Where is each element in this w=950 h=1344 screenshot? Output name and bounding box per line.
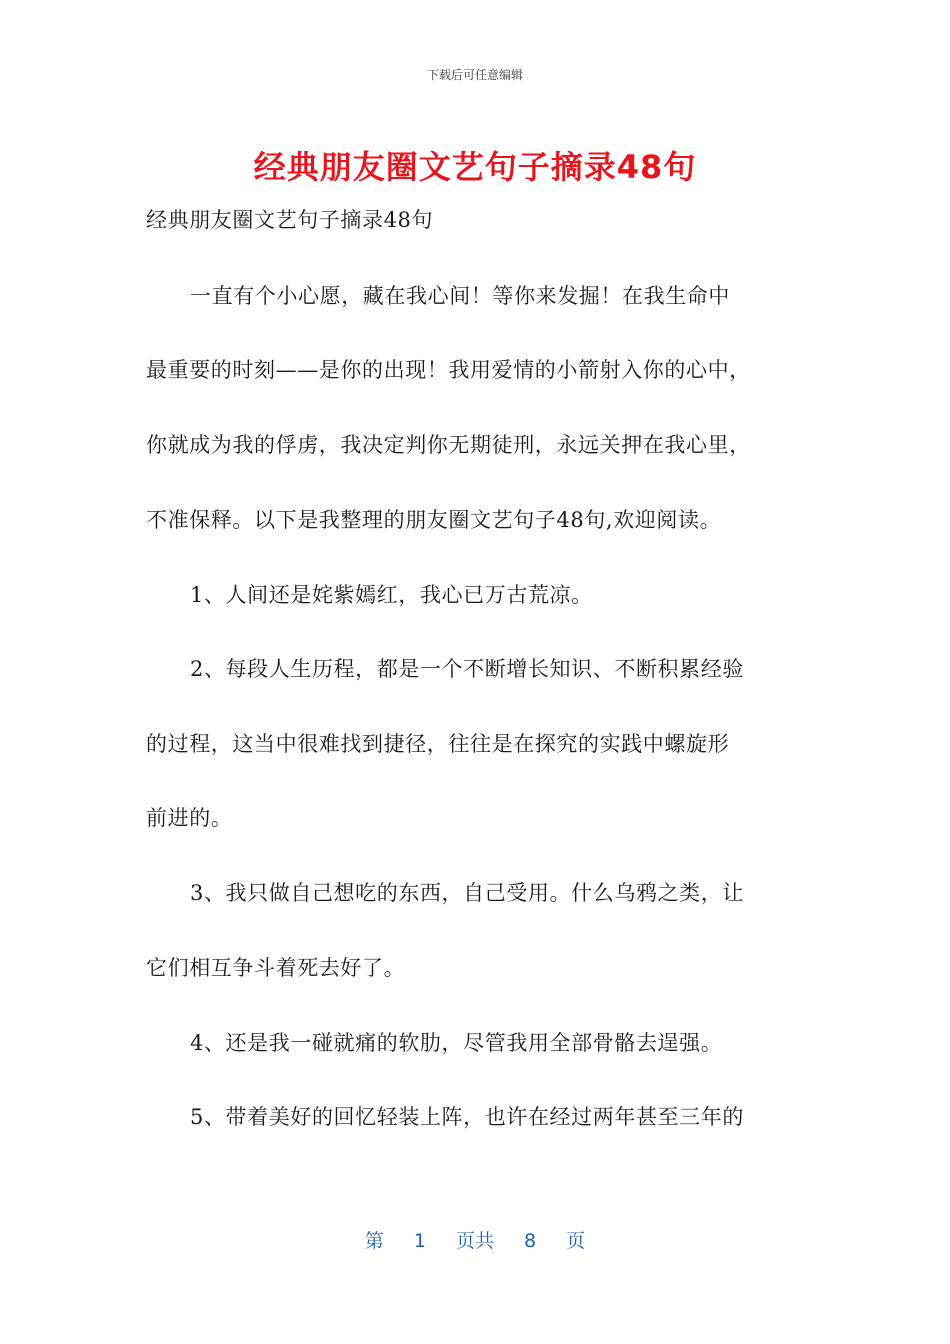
body-line: 你就成为我的俘虏，我决定判你无期徒刑，永远关押在我心里， [146,433,751,457]
footer-prefix: 第 [364,1230,384,1252]
body-line: 一直有个小心愿，藏在我心间！等你来发掘！在我生命中 [190,284,730,308]
body-line: 不准保释。以下是我整理的朋友圈文艺句子48句,欢迎阅读。 [146,508,722,532]
body-line: 最重要的时刻——是你的出现！我用爱情的小箭射入你的心中， [146,358,751,382]
footer-current-page: 1 [413,1230,426,1252]
body-line: 它们相互争斗着死去好了。 [146,956,406,980]
body-line: 前进的。 [146,806,233,830]
body-line: 2、每段人生历程，都是一个不断增长知识、不断积累经验 [190,657,744,681]
footer-total-pages: 8 [524,1230,537,1252]
body-line: 3、我只做自己想吃的东西，自己受用。什么乌鸦之类，让 [190,881,744,905]
body-line: 1、人间还是姹紫嫣红，我心已万古荒凉。 [190,583,593,607]
header-note: 下载后可任意编辑 [426,68,523,82]
body-line: 4、还是我一碰就痛的软肋，尽管我用全部骨骼去逞强。 [190,1031,723,1055]
footer-suffix: 页 [566,1230,586,1252]
body-line: 的过程，这当中很难找到捷径，往往是在探究的实践中螺旋形 [146,732,730,756]
body-line: 经典朋友圈文艺句子摘录48句 [146,208,434,232]
body-line: 5、带着美好的回忆轻装上阵，也许在经过两年甚至三年的 [190,1105,744,1129]
footer-middle: 页共 [455,1230,494,1252]
document-title: 经典朋友圈文艺句子摘录48句 [253,148,697,186]
page-footer [0,1226,950,1253]
